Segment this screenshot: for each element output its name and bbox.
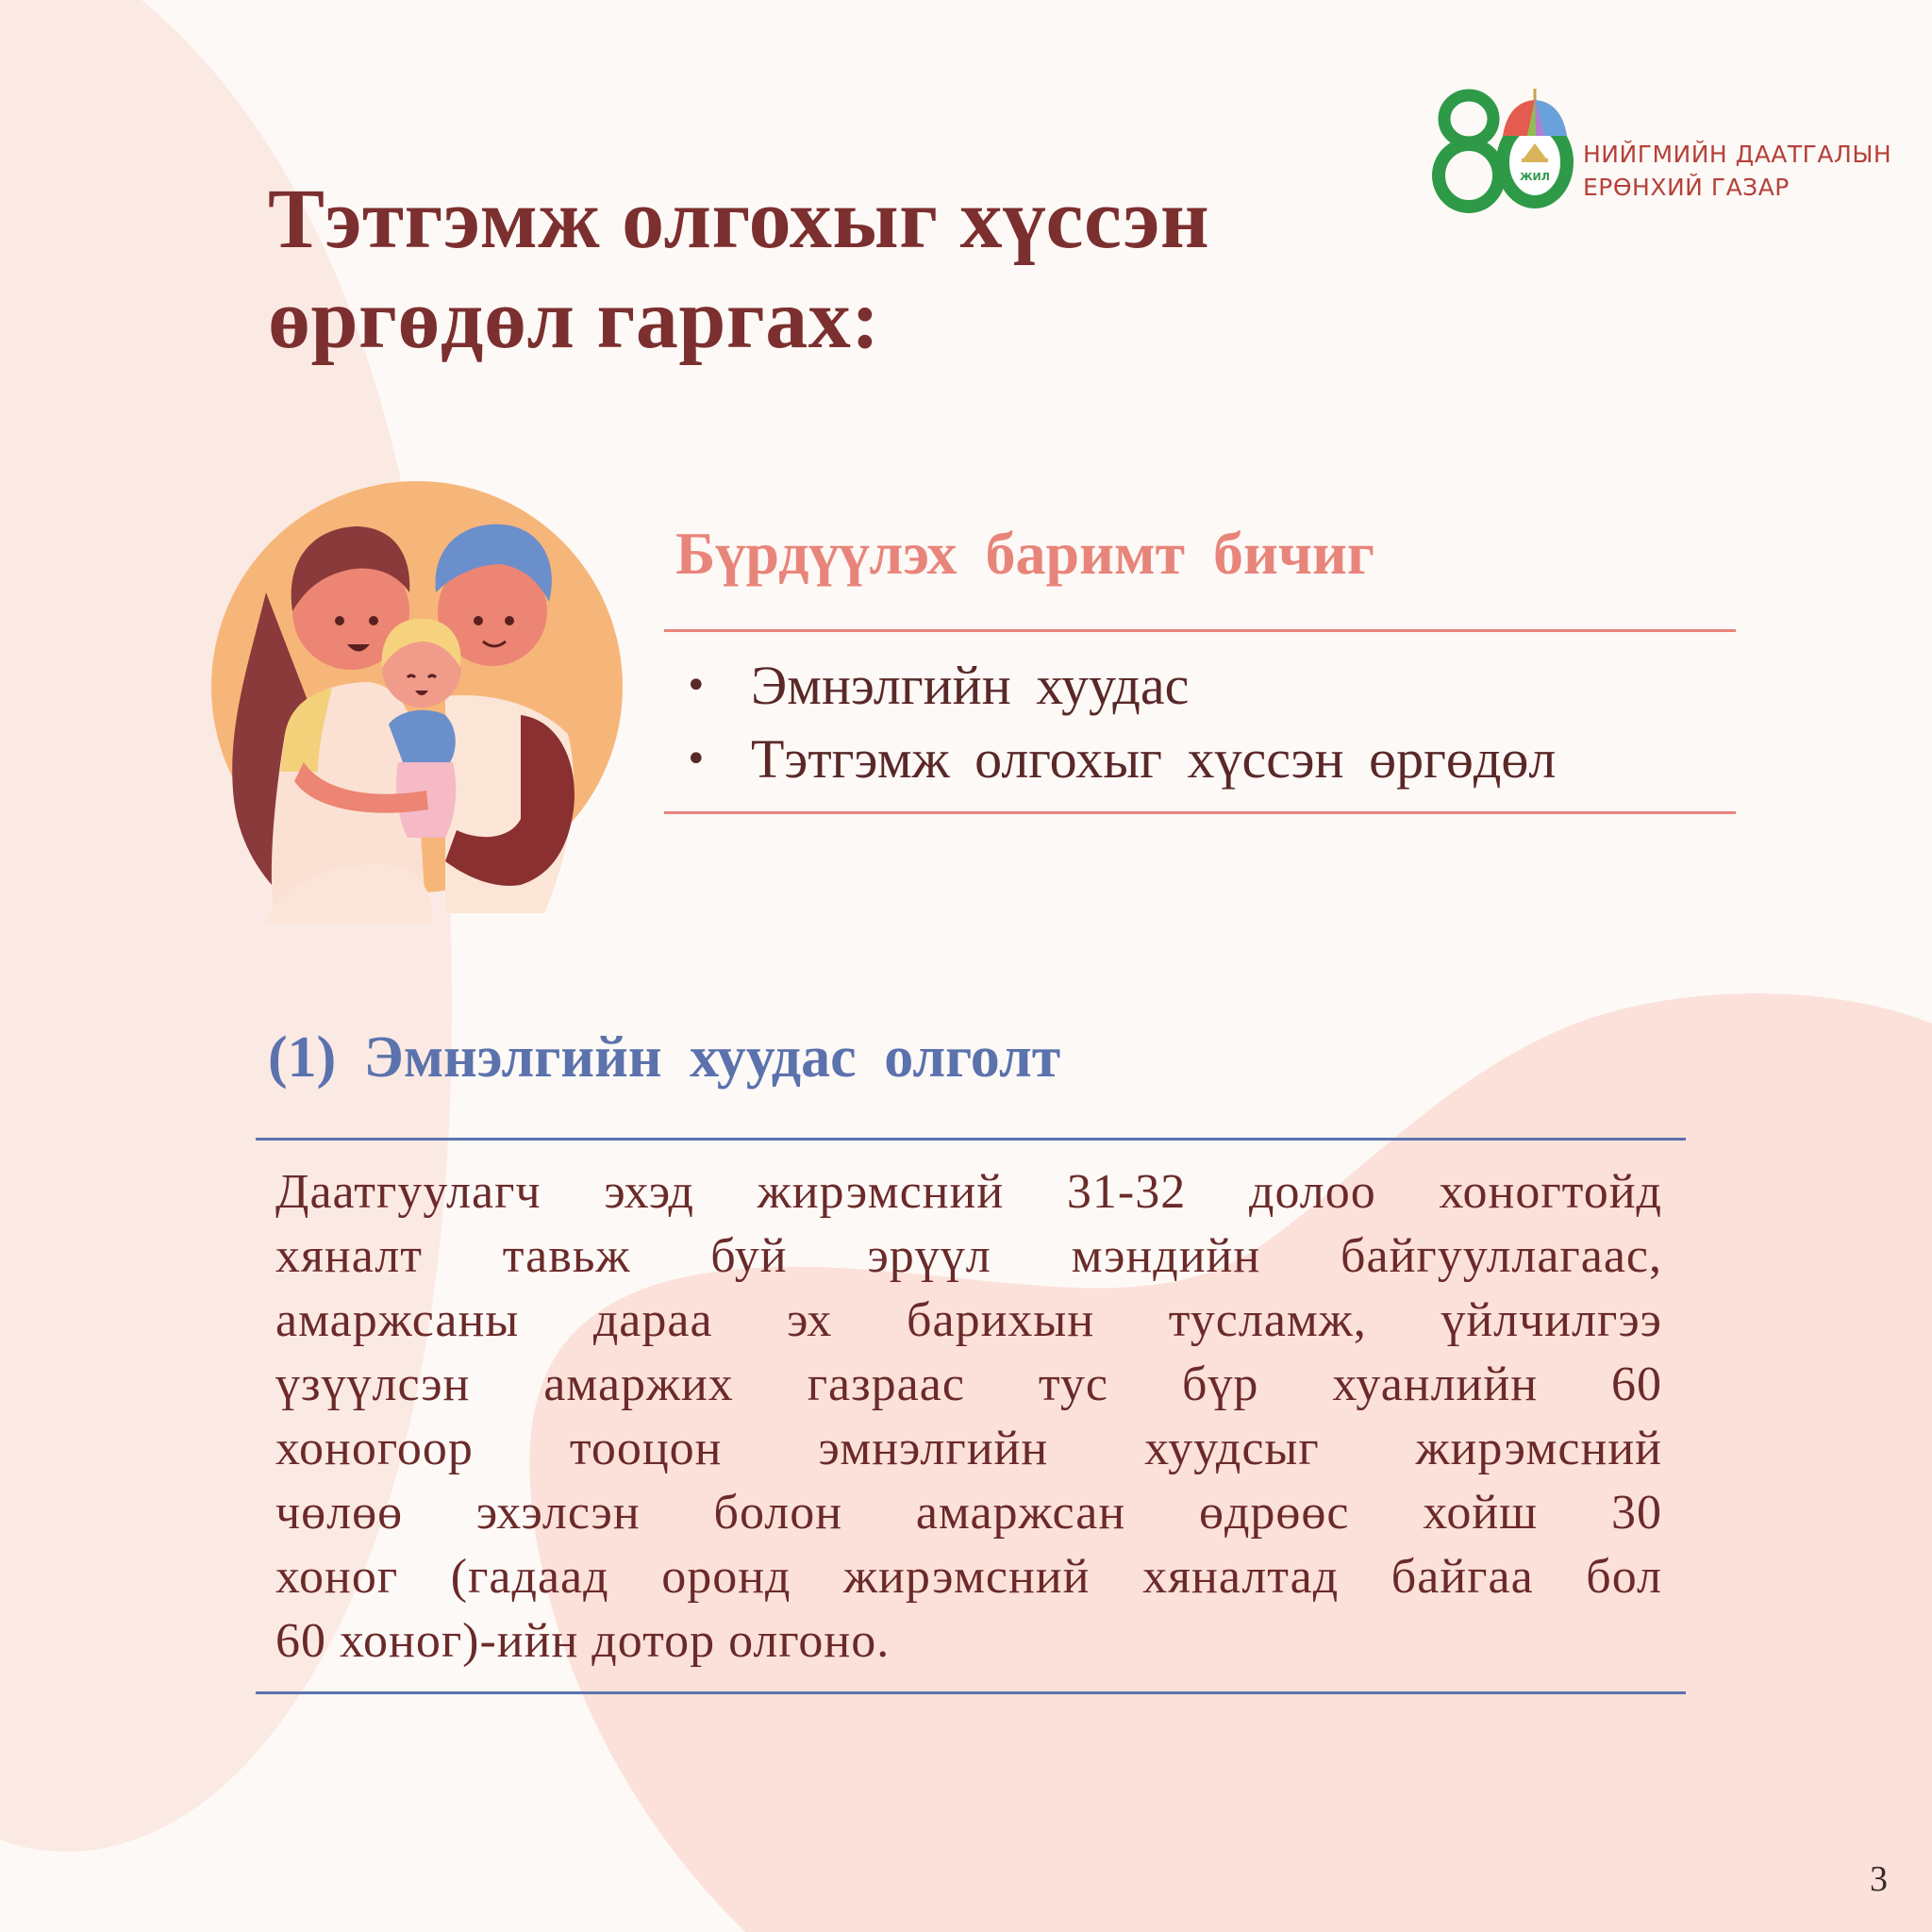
requirements-top-divider: [664, 629, 1736, 632]
section-bottom-divider: [256, 1691, 1686, 1694]
section-heading: (1) Эмнэлгийн хуудас олголт: [268, 1025, 1061, 1090]
paragraph-line: амаржсаны дараа эх барихын тусламж, үйлчилгээ: [275, 1293, 1662, 1347]
paragraph-line: Даатгуулагч эхэд жирэмсний 31-32 долоо хоногтойд: [275, 1165, 1662, 1219]
requirements-bottom-divider: [664, 811, 1736, 814]
section-top-divider: [256, 1138, 1686, 1141]
paragraph-line: үзүүлсэн амаржих газраас тус бүр хуанлийн 60: [275, 1357, 1662, 1411]
requirements-heading: Бүрдүүлэх баримт бичиг: [675, 520, 1374, 587]
paragraph-line: хоног (гадаад оронд жирэмсний хяналтад байгаа бол: [275, 1550, 1662, 1604]
organization-name: [1583, 138, 1891, 204]
list-item: • Тэтгэмж олгохыг хүссэн өргөдөл: [679, 723, 1556, 796]
ndeg-80-year-logo: [1429, 77, 1580, 214]
org-line-1: НИЙГМИЙН ДААТГАЛЫН: [1583, 141, 1892, 168]
family-illustration: [209, 479, 630, 932]
logo-badge-text: ЖИЛ: [1520, 171, 1550, 183]
page-title: [268, 170, 1209, 370]
title-line-2: өргөдөл гаргах:: [268, 273, 880, 366]
section-paragraph: [275, 1160, 1662, 1674]
org-line-2: ЕРӨНХИЙ ГАЗАР: [1583, 174, 1790, 201]
paragraph-line: хяналт тавьж буй эрүүл мэндийн байгууллагаас,: [275, 1229, 1662, 1283]
title-line-1: Тэтгэмж олгохыг хүссэн: [268, 173, 1210, 266]
requirements-list: [679, 649, 1556, 796]
paragraph-line: хоногоор тооцон эмнэлгийн хуудсыг жирэмсний: [275, 1422, 1662, 1475]
paragraph-line: чөлөө эхэлсэн болон амаржсан өдрөөс хойш 30: [275, 1486, 1662, 1540]
list-item: • Эмнэлгийн хуудас: [679, 649, 1556, 723]
page-number: 3: [1870, 1859, 1888, 1899]
paragraph-line: 60 хоног)-ийн дотор олгоно.: [275, 1614, 891, 1668]
